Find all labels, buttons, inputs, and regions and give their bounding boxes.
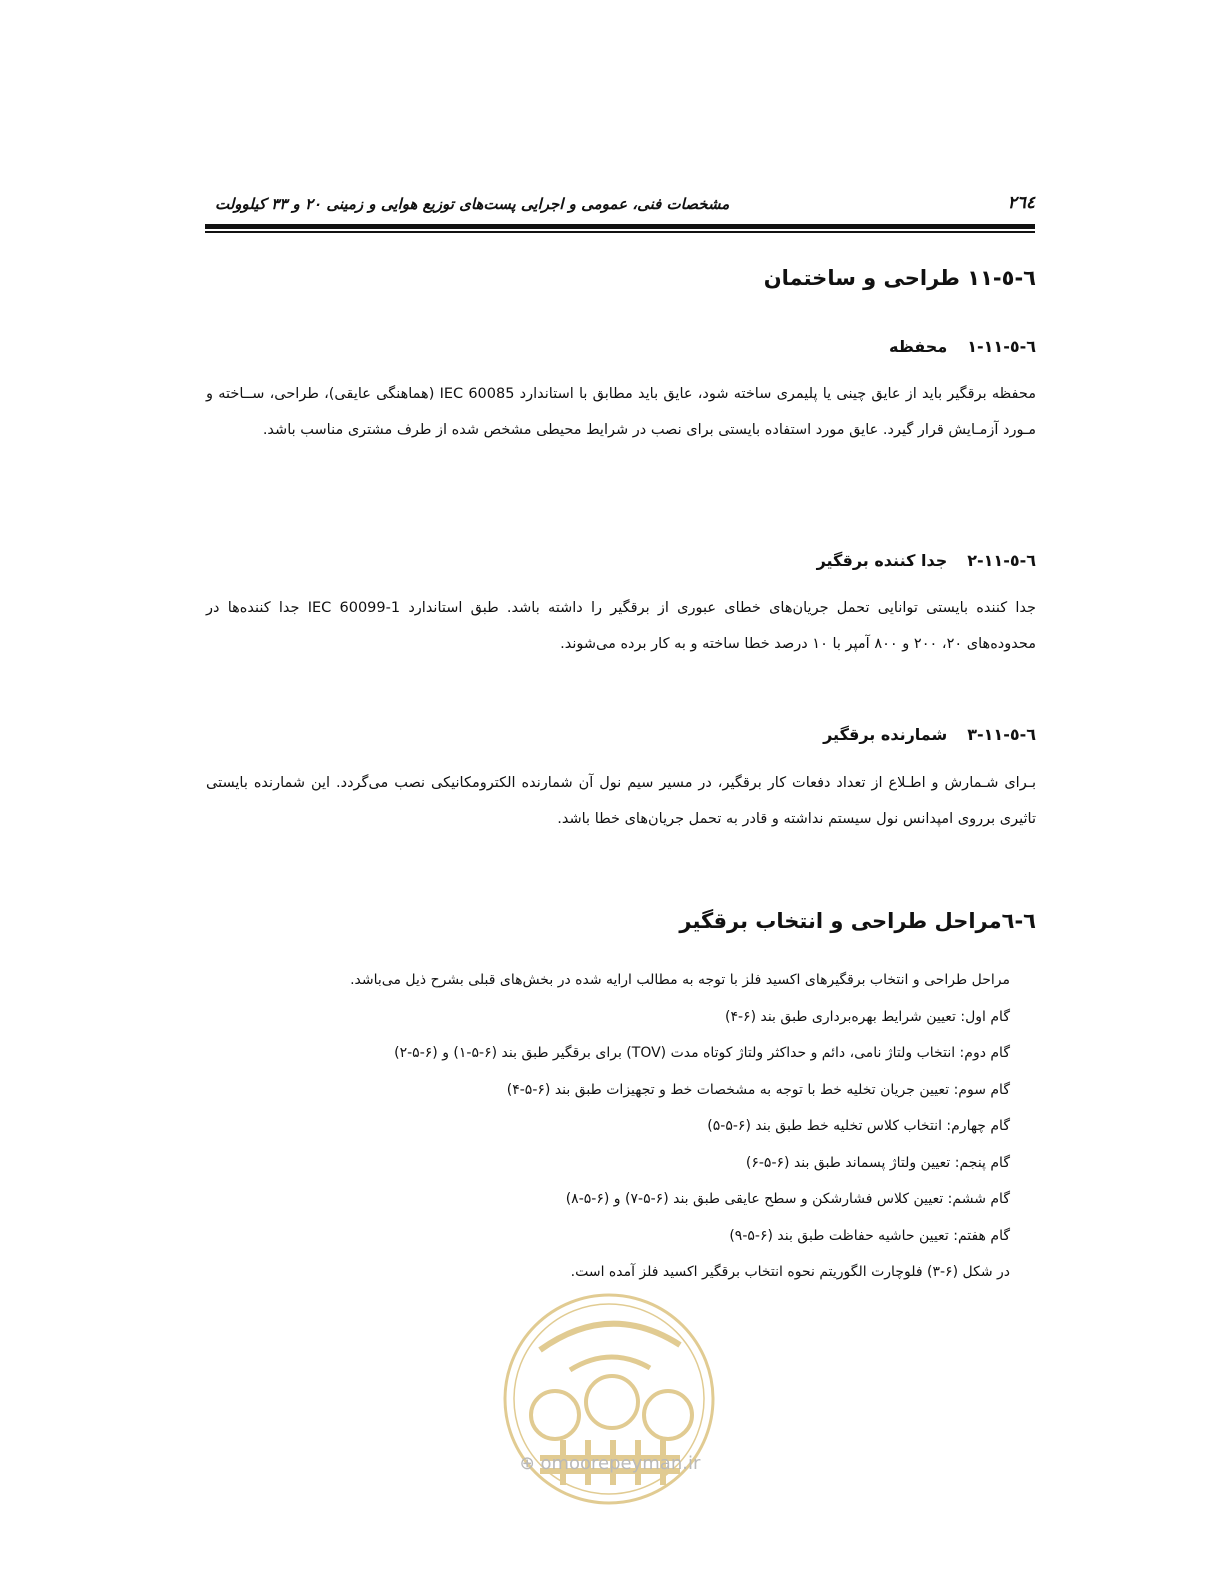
- subsection-title: شمارنده برقگیر: [823, 725, 948, 744]
- header-rule-thick: [205, 224, 1035, 229]
- subsection-number: ٦-٥-١١-٣: [967, 725, 1036, 744]
- subsection-title: جدا کننده برقگیر: [816, 551, 948, 570]
- watermark-url-text: omoorepeyman.ir: [540, 1453, 701, 1474]
- subsection-number: ٦-٥-١١-١: [967, 337, 1036, 356]
- paragraph-disconnector: جدا کننده بایستی توانایی تحمل جریان‌های خطای عبوری از برقگیر را داشته باشد. طبق استاندارد IEC 60099-1 جدا کننده‌ها در محدوده‌های ۲۰، ۲۰۰ و ۸۰۰ آمپر با ۱۰ درصد خطا ساخته و به کار برده می‌شوند.: [206, 600, 1036, 652]
- section-heading-6-5-11: ٦-٥-١١ طراحی و ساختمان: [763, 266, 1036, 290]
- step-item: گام هفتم: تعیین حاشیه حفاظت طبق بند (۶-۵-۹): [729, 1227, 1010, 1244]
- step-item: گام ششم: تعیین کلاس فشارشکن و سطح عایقی طبق بند (۶-۵-۷) و (۶-۵-۸): [565, 1191, 1010, 1207]
- globe-icon: ⊕: [519, 1453, 535, 1474]
- steps-block: [270, 962, 1010, 1291]
- running-header: [205, 193, 1035, 219]
- step-item: گام سوم: تعیین جریان تخلیه خط با توجه به مشخصات خط و تجهیزات طبق بند (۶-۵-۴): [506, 1081, 1010, 1098]
- watermark-url: [510, 1453, 710, 1474]
- paragraph-counter: بـرای شـمارش و اطـلاع از تعداد دفعات کار برقگیر، در مسیر سیم نول آن شمارنده الکترومکانیکی نصب می‌گردد. این شمارنده بایستی تاثیری برروی امپدانس نول سیستم نداشته و قادر به تحمل جریان‌های خطا باشد.: [206, 775, 1036, 827]
- step-item: گام چهارم: انتخاب کلاس تخلیه خط طبق بند (۶-۵-۵): [707, 1118, 1010, 1134]
- paragraph-enclosure: محفظه برقگیر باید از عایق چینی یا پلیمری ساخته شود، عایق باید مطابق با استاندارد IEC 60085 (هماهنگی عایقی)، طراحی، ســاخته و مـورد آزمـایش قرار گیرد. عایق مورد استفاده بایستی برای نصب در شرایط محیطی مشخص شده از طرف مشتری مناسب باشد.: [206, 386, 1036, 438]
- header-rule-thin: [205, 231, 1035, 233]
- section-heading-6-6: ٦-٦مراحل طراحی و انتخاب برقگیر: [679, 909, 1036, 933]
- subsection-heading-3: [823, 725, 1036, 744]
- steps-intro: مراحل طراحی و انتخاب برقگیرهای اکسید فلز با توجه به مطالب ارایه شده در بخش‌های قبلی بشرح ذیل می‌باشد.: [350, 972, 1010, 988]
- subsection-heading-1: [889, 337, 1036, 356]
- watermark-stamp-logo: [500, 1290, 718, 1508]
- page-number: ٢٦٤: [1007, 193, 1035, 213]
- subsection-title: محفظه: [889, 337, 948, 356]
- step-item: گام اول: تعیین شرایط بهره‌برداری طبق بند (۶-۴): [724, 1008, 1010, 1025]
- steps-closing: در شکل (۶-۳) فلوچارت الگوریتم نحوه انتخاب برقگیر اکسید فلز آمده است.: [570, 1264, 1010, 1280]
- subsection-heading-2: [817, 551, 1036, 570]
- running-title: مشخصات فنی، عمومی و اجرایی پست‌های توزیع هوایی و زمینی ۲۰ و ۳۳ کیلوولت: [215, 195, 730, 213]
- subsection-number: ٦-٥-١١-٢: [967, 551, 1036, 570]
- step-item: گام پنجم: تعیین ولتاژ پسماند طبق بند (۶-۵-۶): [745, 1154, 1010, 1171]
- step-item: گام دوم: انتخاب ولتاژ نامی، دائم و حداکثر ولتاژ کوتاه مدت (TOV) برای برقگیر طبق بند (۶-۵-۱) و (۶-۵-۲): [394, 1045, 1010, 1061]
